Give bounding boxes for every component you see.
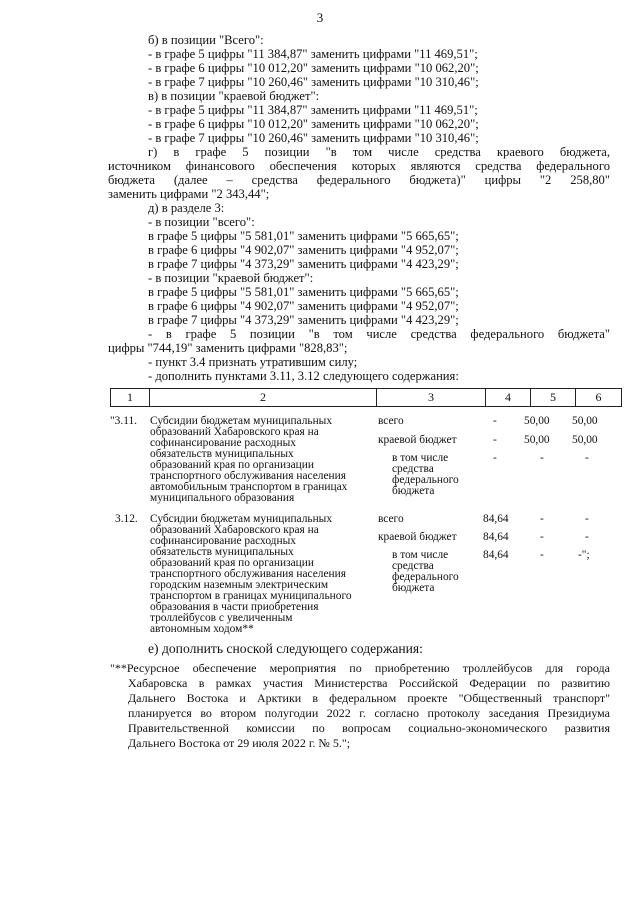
text-line: - в графе 7 цифры "10 260,46" заменить цифрами "10 310,46"; <box>148 75 479 89</box>
row-number: 3.12. <box>115 513 138 525</box>
footnote-line: Дальнего Востока от 29 июля 2022 г. № 5."; <box>128 736 351 750</box>
text-line: в графе 6 цифры "4 902,07" заменить цифрами "4 952,07"; <box>148 243 459 257</box>
source-regional: краевой бюджет <box>378 531 457 543</box>
col5-value: - <box>540 531 544 543</box>
text-line: г) в графе 5 позиции "в том числе средства краевого бюджета, <box>148 145 610 159</box>
source-federal-line: бюджета <box>392 582 435 594</box>
text-line: б) в позиции "Всего": <box>148 33 264 47</box>
row-desc-line: обязательств муниципальных <box>150 546 294 558</box>
row-desc-line: транспортного обслуживания населения <box>150 470 346 482</box>
col5-value: - <box>540 549 544 561</box>
text-line: - в графе 5 цифры "11 384,87" заменить цифрами "11 469,51"; <box>148 47 478 61</box>
table-header <box>110 388 622 407</box>
col6-value: 50,00 <box>572 415 598 427</box>
footnote-line: Правительственной комиссии по вопросам социально-экономического развития <box>128 721 610 735</box>
row-desc-line: образований Хабаровского края на <box>150 524 319 536</box>
source-total: всего <box>378 513 404 525</box>
text-line: цифры "744,19" заменить цифрами "828,83"; <box>108 341 348 355</box>
col4-value: - <box>493 415 497 427</box>
row-desc-line: Субсидии бюджетам муниципальных <box>150 415 333 427</box>
source-federal-line: средства <box>392 463 434 475</box>
row-desc-line: образования в части приобретения <box>150 601 319 613</box>
col6-value: - <box>585 452 589 464</box>
row-desc-line: муниципального образования <box>150 492 295 504</box>
row-desc-line: софинансирование расходных <box>150 535 296 547</box>
source-federal-line: федерального <box>392 571 459 583</box>
text-line: - пункт 3.4 признать утратившим силу; <box>148 355 358 369</box>
col6-value: 50,00 <box>572 434 598 446</box>
text-line: источником финансового обеспечения которых являются средства федерального <box>108 159 610 173</box>
col4-value: - <box>493 452 497 464</box>
text-line: заменить цифрами "2 343,44"; <box>108 187 270 201</box>
text-line: в) в позиции "краевой бюджет": <box>148 89 320 103</box>
col4-value: 84,64 <box>483 531 509 543</box>
text-line: - дополнить пунктами 3.11, 3.12 следующего содержания: <box>148 369 459 383</box>
page-number: 3 <box>316 10 324 25</box>
col5-value: 50,00 <box>524 415 550 427</box>
text-line: - в графе 7 цифры "10 260,46" заменить цифрами "10 310,46"; <box>148 131 479 145</box>
text-line: в графе 5 цифры "5 581,01" заменить цифрами "5 665,65"; <box>148 229 459 243</box>
row-desc-line: городским наземным электрическим <box>150 579 329 591</box>
row-desc-line: транспортного обслуживания населения <box>150 568 346 580</box>
col5-value: - <box>540 513 544 525</box>
row-desc-line: образований края по организации <box>150 459 314 471</box>
footnote-line: "**Ресурсное обеспечение мероприятия по приобретению троллейбусов для города <box>110 661 610 675</box>
text-line: - в графе 5 позиции "в том числе средства федерального бюджета" <box>148 327 610 341</box>
text-line: в графе 7 цифры "4 373,29" заменить цифрами "4 423,29"; <box>148 257 459 271</box>
after-table-text: е) дополнить сноской следующего содержания: <box>148 641 423 656</box>
row-desc-line: обязательств муниципальных <box>150 448 294 460</box>
source-total: всего <box>378 415 404 427</box>
row-desc-line: образований края по организации <box>150 557 314 569</box>
source-federal-line: бюджета <box>392 485 435 497</box>
row-desc-line: троллейбусов с увеличенным <box>150 612 293 624</box>
row-desc-line: автономным ходом** <box>150 623 254 635</box>
row-desc-line: образований Хабаровского края на <box>150 426 319 438</box>
text-line: - в графе 6 цифры "10 012,20" заменить цифрами "10 062,20"; <box>148 61 479 75</box>
footnote-line: планируется во втором полугодии 2022 г. согласно протоколу заседания Президиума <box>128 706 610 720</box>
source-federal-line: федерального <box>392 474 459 486</box>
col5-value: 50,00 <box>524 434 550 446</box>
footnote-line: Дальнего Востока и Арктики в федеральном проекте "Общественный транспорт" <box>128 691 610 705</box>
source-federal-line: в том числе <box>392 549 449 561</box>
text-line: в графе 6 цифры "4 902,07" заменить цифрами "4 952,07"; <box>148 299 459 313</box>
text-line: - в графе 5 цифры "11 384,87" заменить цифрами "11 469,51"; <box>148 103 478 117</box>
text-line: в графе 7 цифры "4 373,29" заменить цифрами "4 423,29"; <box>148 313 459 327</box>
col6-value: - <box>585 513 589 525</box>
source-regional: краевой бюджет <box>378 434 457 446</box>
col6-value: - <box>585 531 589 543</box>
header-cell-5: 5 <box>531 389 576 406</box>
header-cell-6: 6 <box>595 390 602 404</box>
col6-value: -"; <box>578 549 590 561</box>
col5-value: - <box>540 452 544 464</box>
text-line: в графе 5 цифры "5 581,01" заменить цифрами "5 665,65"; <box>148 285 459 299</box>
row-desc-line: транспортом в границах муниципального <box>150 590 352 602</box>
header-cell-3: 3 <box>377 389 486 406</box>
row-desc-line: автомобильным транспортом в границах <box>150 481 348 493</box>
footnote-line: Хабаровска в рамках участия Министерства Российской Федерации по развитию <box>128 676 610 690</box>
row-desc-line: софинансирование расходных <box>150 437 296 449</box>
source-federal-line: средства <box>392 560 434 572</box>
header-cell-1: 1 <box>111 389 150 406</box>
row-number: "3.11. <box>110 415 138 427</box>
header-cell-4: 4 <box>486 389 531 406</box>
source-federal-line: в том числе <box>392 452 449 464</box>
text-line: д) в разделе 3: <box>148 201 225 215</box>
text-line: - в позиции "всего": <box>148 215 255 229</box>
row-desc-line: Субсидии бюджетам муниципальных <box>150 513 333 525</box>
text-line: - в графе 6 цифры "10 012,20" заменить цифрами "10 062,20"; <box>148 117 479 131</box>
col4-value: 84,64 <box>483 549 509 561</box>
col4-value: - <box>493 434 497 446</box>
text-line: - в позиции "краевой бюджет": <box>148 271 314 285</box>
header-cell-2: 2 <box>150 389 377 406</box>
text-line: бюджета (далее – средства федерального бюджета)" цифры "2 258,80" <box>108 173 610 187</box>
col4-value: 84,64 <box>483 513 509 525</box>
